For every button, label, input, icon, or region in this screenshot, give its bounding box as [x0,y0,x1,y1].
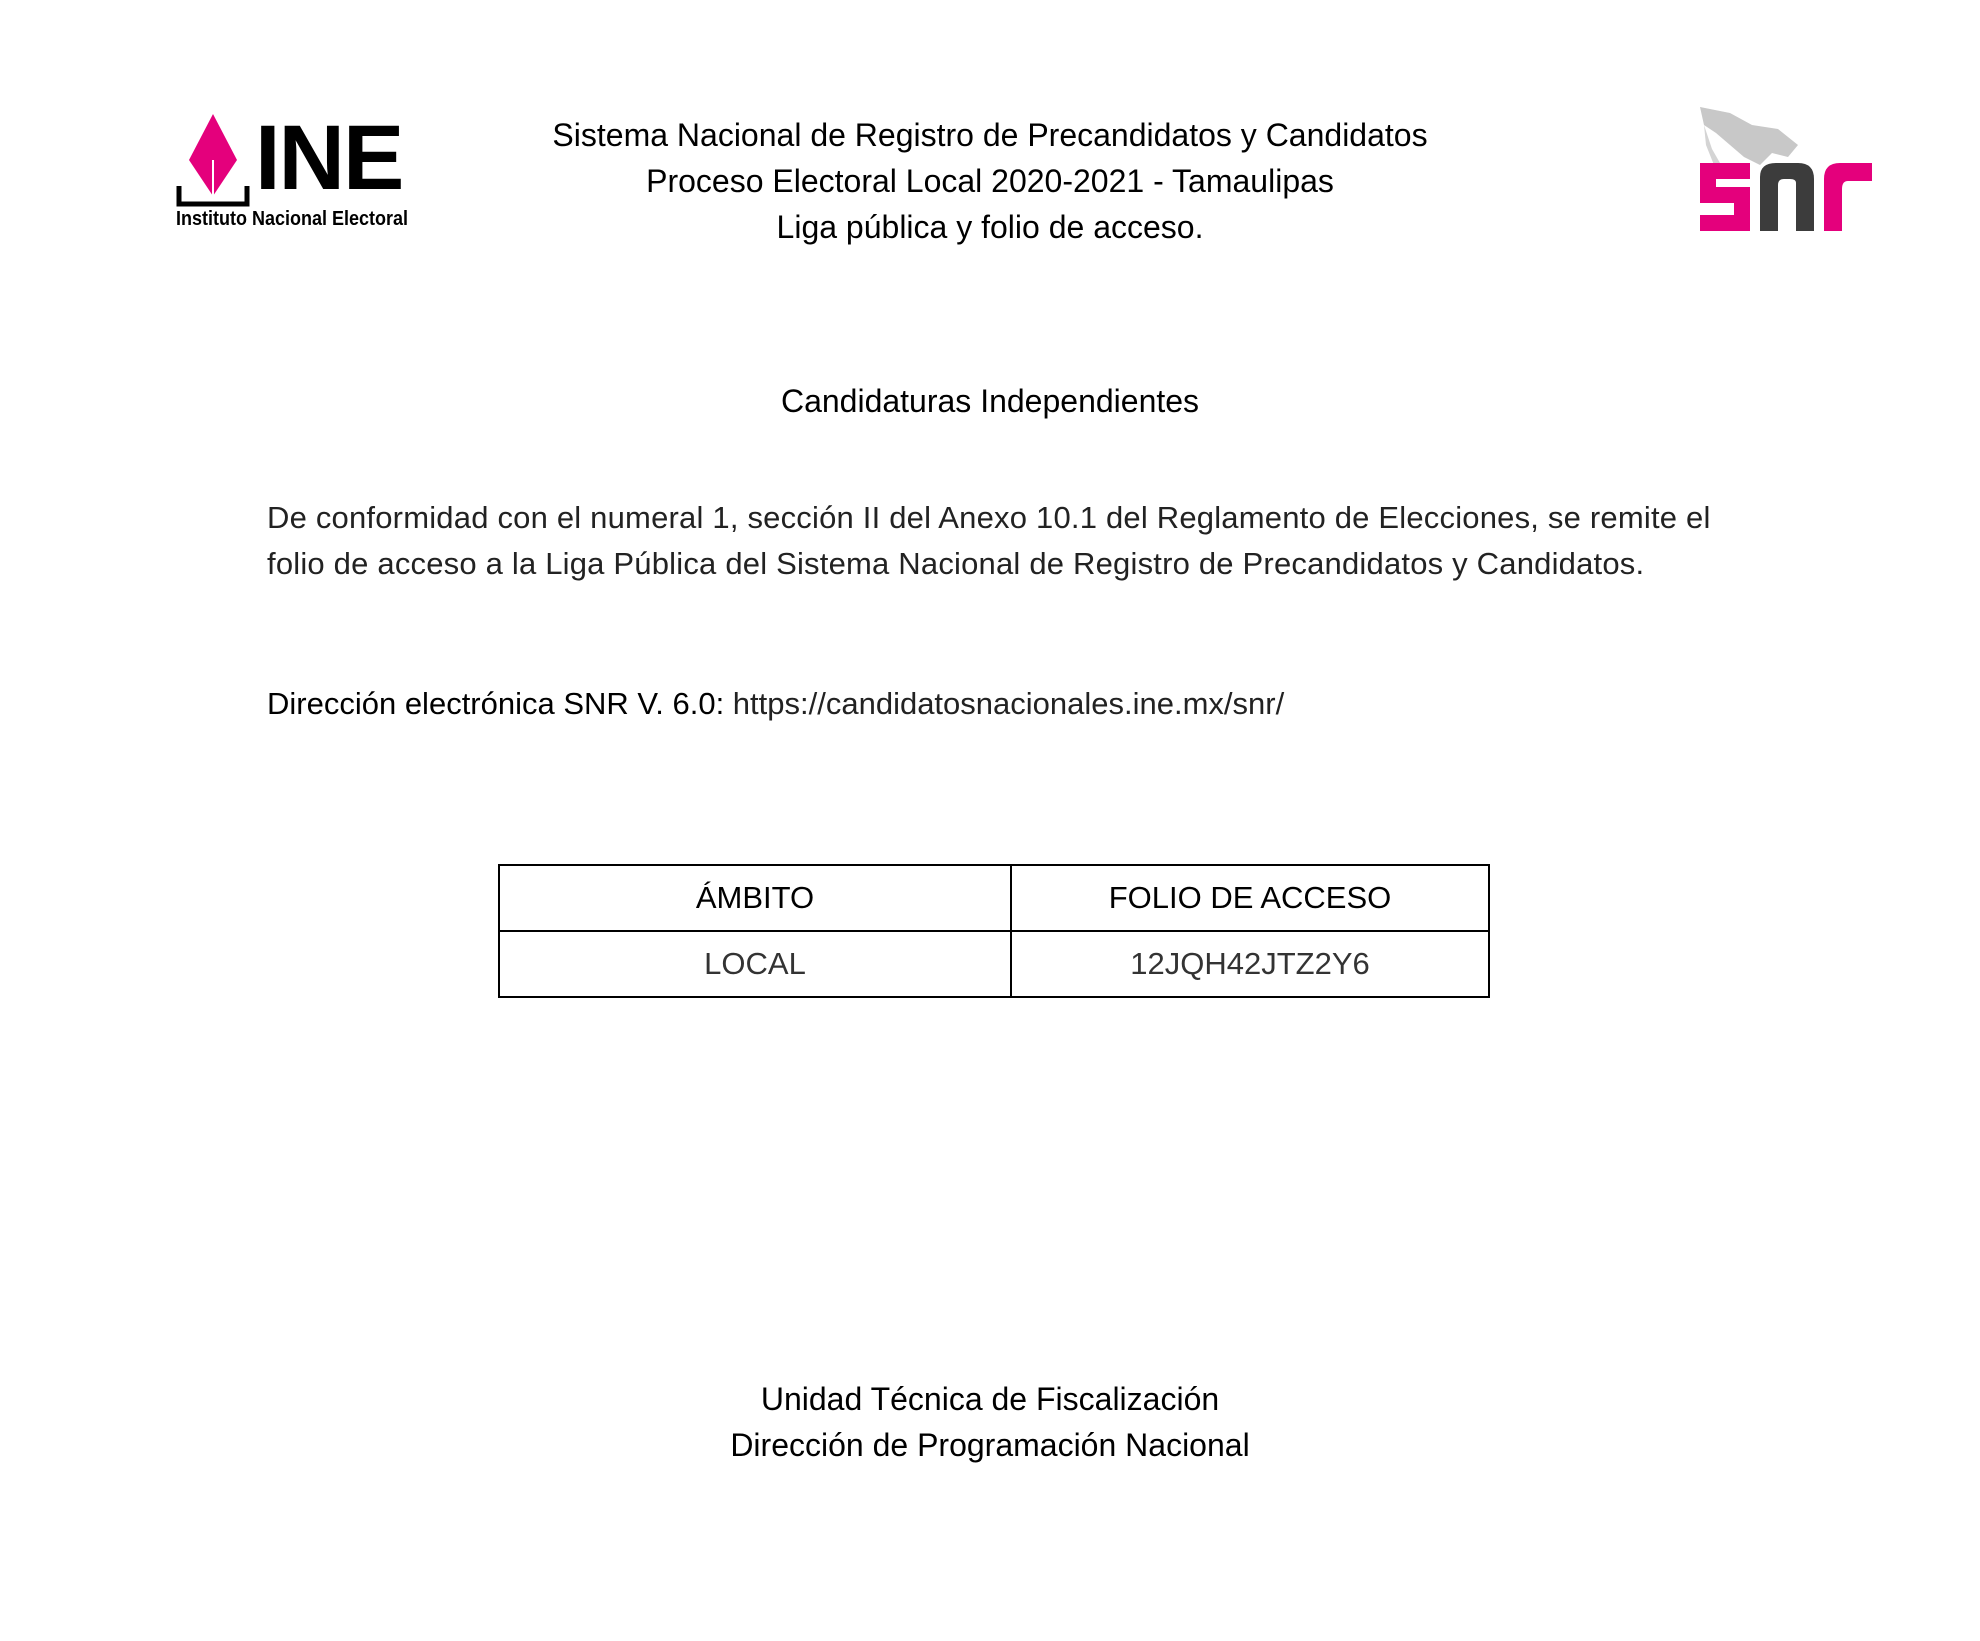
column-header-ambito: ÁMBITO [499,865,1011,931]
ine-subtitle: Instituto Nacional Electoral [176,208,409,230]
snr-logo [1690,105,1880,240]
ine-logo [175,107,415,242]
table-row [499,931,1489,997]
document-footer [0,1376,1980,1468]
footer-line-2: Dirección de Programación Nacional [730,1427,1250,1463]
column-header-folio: FOLIO DE ACCESO [1011,865,1489,931]
section-title: Candidaturas Independientes [780,383,1200,419]
header-line-1: Sistema Nacional de Registro de Precandidatos y Candidatos [552,117,1428,153]
footer-line-1: Unidad Técnica de Fiscalización [760,1381,1220,1417]
header-line-2: Proceso Electoral Local 2020-2021 - Tamaulipas [646,163,1334,199]
address-label: Dirección electrónica SNR V. 6.0 [267,686,716,721]
document-header [430,112,1550,250]
header-line-3: Liga pública y folio de acceso. [776,209,1204,245]
address-separator: : [715,686,733,721]
ine-ballot-icon [175,112,255,208]
ine-wordmark: INE [255,107,403,209]
table-header-row [499,865,1489,931]
electronic-address [267,681,1284,727]
body-paragraph: De conformidad con el numeral 1, sección II del Anexo 10.1 del Reglamento de Elecciones, se remite el folio de acceso a la Liga Pública del Sistema Nacional de Registro de Precandidatos y Candidatos. [267,500,1711,581]
folio-table [498,864,1490,998]
cell-folio: 12JQH42JTZ2Y6 [1011,931,1489,997]
address-url-link[interactable]: https://candidatosnacionales.ine.mx/snr/ [732,686,1285,721]
cell-ambito: LOCAL [499,931,1011,997]
snr-map-icon [1690,105,1880,240]
